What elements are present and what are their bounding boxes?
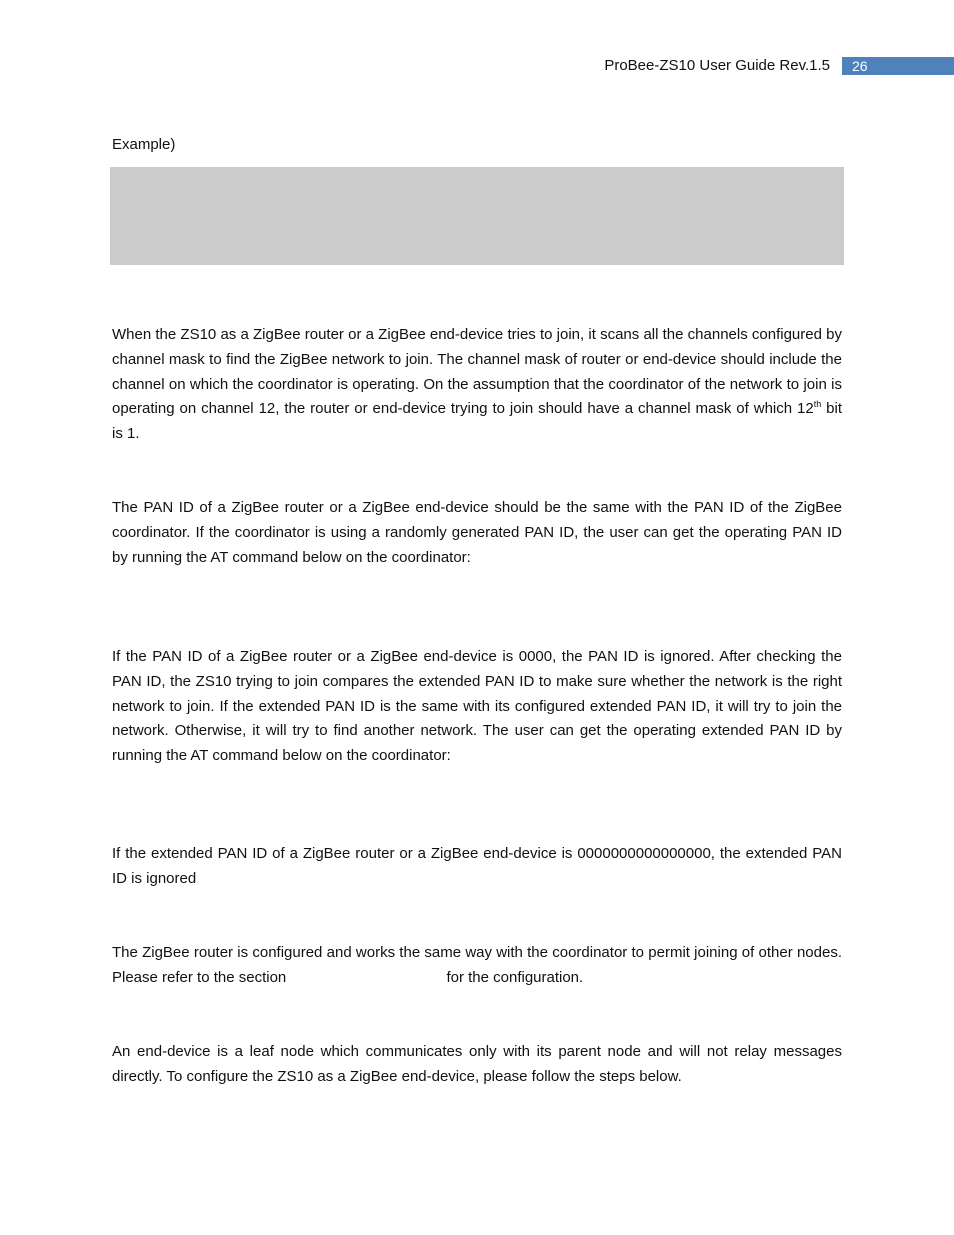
ordinal-superscript: th (813, 399, 822, 410)
paragraph-channel-mask-text: When the ZS10 as a ZigBee router or a ZigBee end-device tries to join, it scans all the channels configured by channel mask to find the ZigBee network to join. The channel mask of router or end-device should include the channel on which the coordinator is operating. On the assumption that the coordinator of the network to join is operating on channel 12, the router or end-device trying to join should have a channel mask of which 12 (112, 326, 842, 418)
paragraph-channel-mask-tail: bit is 1. (112, 400, 842, 443)
paragraph-extended-pan-id: If the PAN ID of a ZigBee router or a ZigBee end-device is 0000, the PAN ID is ignored. After checking the PAN ID, the ZS10 trying to join compares the extended PAN ID to make sure whether the network is the right network to join. If the extended PAN ID is the same with its configured extended PAN ID, it will try to join the network. Otherwise, it will try to find another network. The user can get the operating extended PAN ID by running the AT command below on the coordinator: (112, 648, 842, 765)
paragraph-end-device: An end-device is a leaf node which communicates only with its parent node and will not relay messages directly. To configure the ZS10 as a ZigBee end-device, please follow the steps below. (112, 1043, 842, 1085)
paragraph-permit-joining (112, 941, 842, 991)
example-code-box (110, 167, 844, 265)
paragraph-pan-id: The PAN ID of a ZigBee router or a ZigBee end-device should be the same with the PAN ID of the ZigBee coordinator. If the coordinator is using a randomly generated PAN ID, the user can get the operating PAN ID by running the AT command below on the coordinator: (112, 499, 842, 566)
paragraph-permit-joining-after: for the configuration. (446, 968, 584, 986)
paragraph-extended-pan-ignored: If the extended PAN ID of a ZigBee router or a ZigBee end-device is 0000000000000000, the extended PAN ID is ignored (112, 845, 842, 887)
paragraph-permit-joining-before: The ZigBee router is configured and works the same way with the coordinator to permit joining of other nodes. Please refer to the section (112, 944, 842, 986)
page-number-badge: 26 (842, 57, 954, 75)
document-header-title: ProBee-ZS10 User Guide Rev.1.5 (604, 57, 830, 74)
example-label: Example) (112, 136, 176, 153)
paragraph-channel-mask (112, 323, 842, 447)
